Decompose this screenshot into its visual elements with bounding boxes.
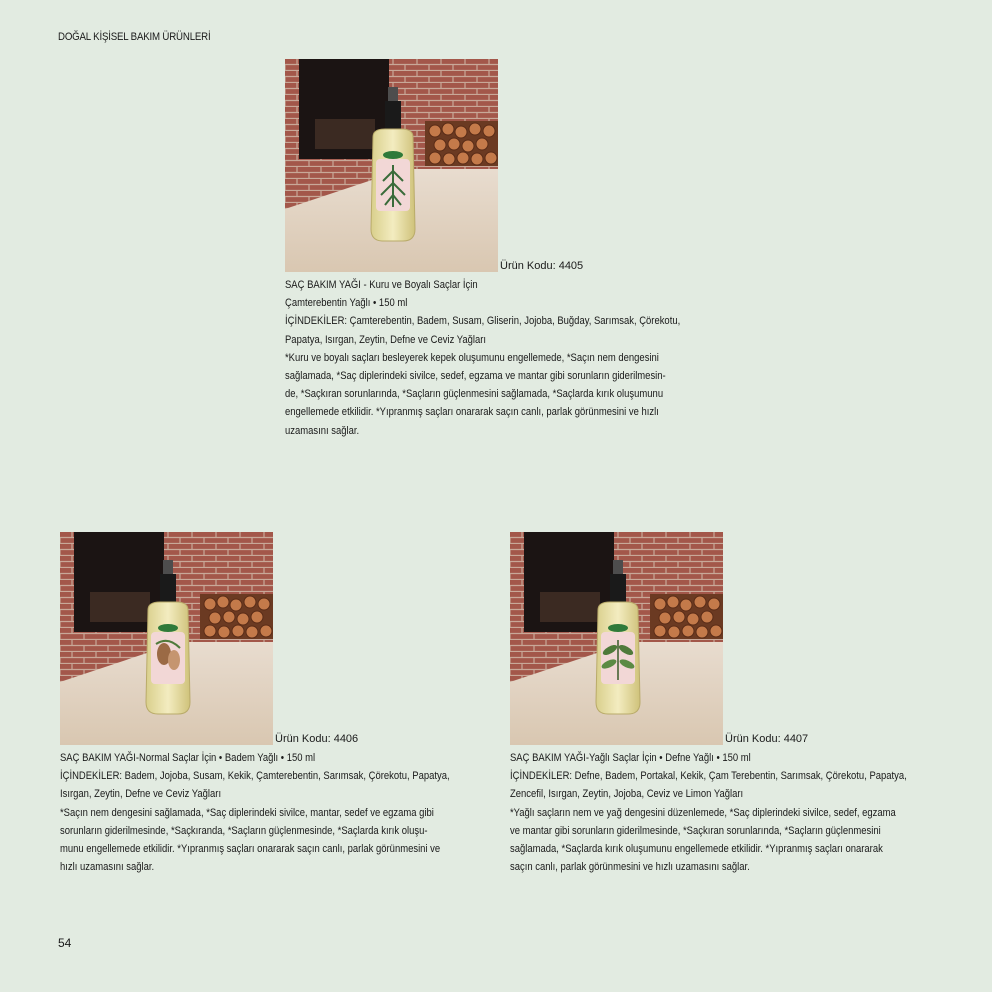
ingredients-line: Papatya, Isırgan, Zeytin, Defne ve Ceviz Yağları	[285, 333, 487, 346]
benefits-line: munu engellemede etkilidir. *Yıpranmış saçları onararak saçın canlı, parlak görünmesini ve	[60, 843, 441, 856]
benefits-line: ve mantar gibi sorunların giderilmesinde, *Saçkıran sorunlarında, *Saçların güçlenmesini	[510, 824, 881, 837]
benefits-line: de, *Saçkıran sorunlarında, *Saçların güçlenmesini sağlamada, *Saçlarda kırık oluşumunu	[285, 388, 664, 401]
page-header: DOĞAL KİŞİSEL BAKIM ÜRÜNLERİ	[58, 31, 211, 43]
ingredients-line: İÇİNDEKİLER: Badem, Jojoba, Susam, Kekik, Çamterebentin, Sarımsak, Çörekotu, Papatya,	[60, 770, 450, 783]
product-title: SAÇ BAKIM YAĞI - Kuru ve Boyalı Saçlar İçin	[285, 279, 478, 291]
benefits-line: saçın canlı, parlak görünmesini ve hızlı uzamasını sağlar.	[510, 861, 750, 874]
product-description	[285, 276, 680, 440]
product-title: SAÇ BAKIM YAĞI-Yağlı Saçlar İçin • Defne Yağlı • 150 ml	[510, 752, 751, 764]
benefits-line: uzamasını sağlar.	[285, 424, 360, 437]
benefits-line: *Saçın nem dengesini sağlamada, *Saç diplerindeki sivilce, mantar, sedef ve egzama gibi	[60, 806, 434, 819]
product-photo-bay-hair-oil	[510, 532, 723, 745]
product-title: SAÇ BAKIM YAĞI-Normal Saçlar İçin • Badem Yağlı • 150 ml	[60, 752, 316, 764]
product-4406	[60, 532, 513, 876]
product-4405	[285, 59, 745, 440]
product-description	[60, 749, 450, 876]
benefits-line: hızlı uzamasını sağlar.	[60, 861, 155, 874]
ingredients-line: Isırgan, Zeytin, Defne ve Ceviz Yağları	[60, 788, 222, 801]
ingredients-line: İÇİNDEKİLER: Çamterebentin, Badem, Susam, Gliserin, Jojoba, Buğday, Sarımsak, Çörekotu,	[285, 315, 681, 328]
benefits-line: sağlamada, *Saç diplerindeki sivilce, sedef, egzama ve mantar gibi sorunların giderilmesin-	[285, 370, 666, 383]
benefits-line: *Kuru ve boyalı saçları besleyerek kepek oluşumunu engellemede, *Saçın nem dengesini	[285, 351, 659, 364]
product-photo-almond-hair-oil	[60, 532, 273, 745]
benefits-line: sorunların giderilmesinde, *Saçkıranda, *Saçların güçlenmesinde, *Saçlarda kırık oluşu-	[60, 824, 428, 837]
product-4407	[510, 532, 971, 876]
product-code: Ürün Kodu: 4405	[500, 260, 584, 272]
product-description	[510, 749, 907, 876]
benefits-line: engellemede etkilidir. *Yıpranmış saçları onararak saçın canlı, parlak görünmesini ve hızlı	[285, 406, 659, 419]
page-number: 54	[58, 936, 72, 950]
product-photo-pine-hair-oil	[285, 59, 498, 272]
product-code: Ürün Kodu: 4406	[275, 733, 359, 745]
product-subtitle: Çamterebentin Yağlı • 150 ml	[285, 297, 408, 310]
ingredients-line: Zencefil, Isırgan, Zeytin, Jojoba, Ceviz ve Limon Yağları	[510, 788, 744, 801]
benefits-line: *Yağlı saçların nem ve yağ dengesini düzenlemede, *Saç diplerindeki sivilce, sedef, egzama	[510, 806, 896, 819]
benefits-line: sağlamada, *Saçlarda kırık oluşumunu engellemede etkilidir. *Yıpranmış saçları onararak	[510, 843, 883, 856]
ingredients-line: İÇİNDEKİLER: Defne, Badem, Portakal, Kekik, Çam Terebentin, Sarımsak, Çörekotu, Papatya,	[510, 770, 907, 783]
product-code: Ürün Kodu: 4407	[725, 733, 809, 745]
